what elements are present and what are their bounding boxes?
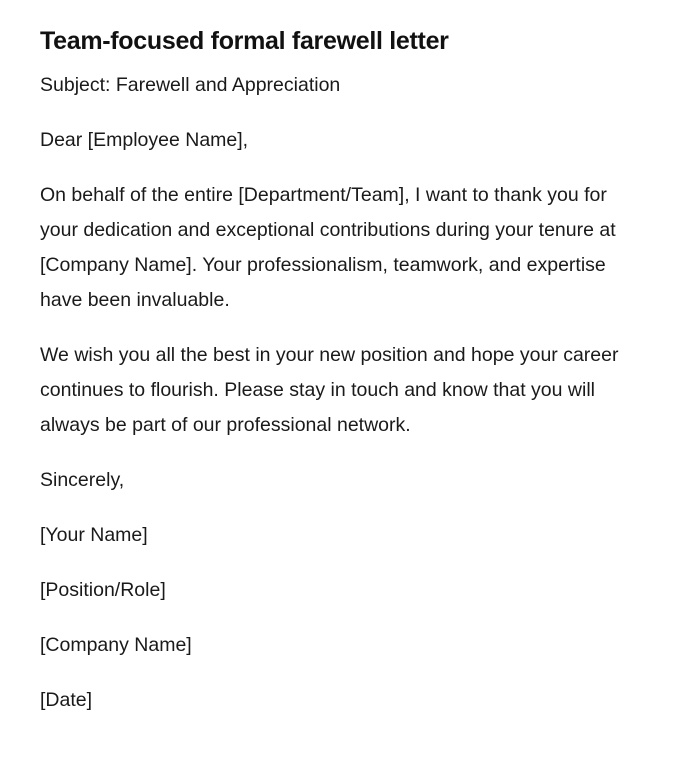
letter-body-paragraph-2: We wish you all the best in your new position and hope your career continues to flourish. Please stay in touch and know that you will always be part of our professional network.: [40, 344, 619, 436]
letter-salutation: Dear [Employee Name],: [40, 129, 249, 151]
letter-closing: Sincerely,: [40, 469, 125, 491]
signature-date: [Date]: [40, 689, 93, 711]
signature-name: [Your Name]: [40, 524, 148, 546]
letter-document: [40, 22, 650, 738]
letter-subject: Subject: Farewell and Appreciation: [40, 74, 341, 96]
letter-body-paragraph-1: On behalf of the entire [Department/Team], I want to thank you for your dedication and exceptional contributions during your tenure at [Company Name]. Your professionalism, teamwork, and expertise have been invaluable.: [40, 184, 616, 311]
signature-company: [Company Name]: [40, 634, 192, 656]
letter-title: Team-focused formal farewell letter: [40, 27, 449, 55]
signature-position: [Position/Role]: [40, 579, 166, 601]
